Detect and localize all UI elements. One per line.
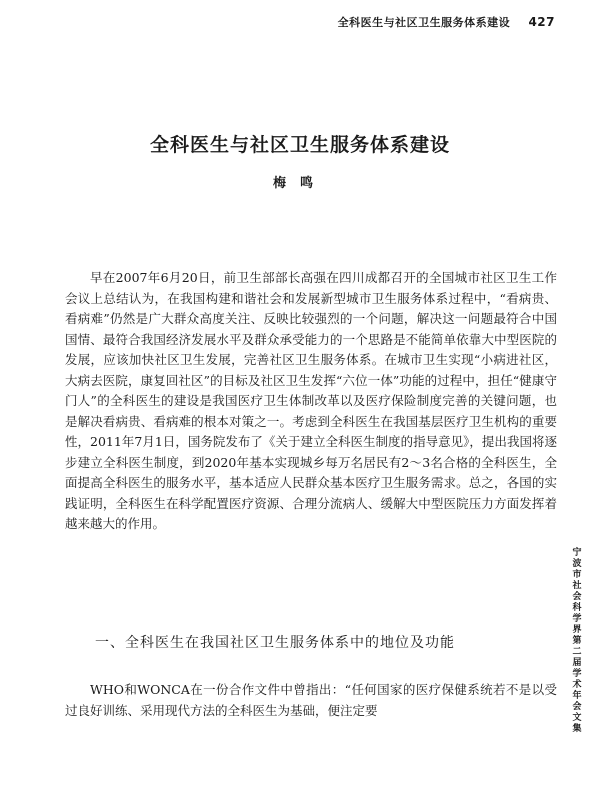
- article-author: 梅鸣: [272, 176, 327, 191]
- running-header: [338, 14, 555, 30]
- body-paragraph-2: WHO和WONCA在一份合作文件中曾指出：“任何国家的医疗保健系统若不是以受过良好训练、采用现代方法的全科医生为基础，便注定要: [65, 682, 557, 718]
- side-stamp: 宁波市社会科学界第二届学术年会文集: [572, 548, 582, 734]
- article-title: 全科医生与社区卫生服务体系建设: [149, 134, 450, 156]
- page-number: 427: [528, 15, 555, 29]
- body-paragraph-1: 早在2007年6月20日，前卫生部部长高强在四川成都召开的全国城市社区卫生工作会议上总结认为，在我国构建和谐社会和发展新型城市卫生服务体系过程中，“看病贵、看病难”仍然是广大群众高度关注、反映比较强烈的一个问题，解决这一问题最符合中国国情、最符合我国经济发展水平及群众承受能力的一个思路是不能简单依靠大中型医院的发展，应该加快社区卫生发展，完善社区卫生服务体系。在城市卫生实现“小病进社区，大病去医院，康复回社区”的目标及社区卫生发挥“六位一体”功能的过程中，担任“健康守门人”的全科医生的建设是我国医疗卫生体制改革以及医疗保险制度完善的关键问题，也是解决看病贵、看病难的根本对策之一。考虑到全科医生在我国基层医疗卫生机构的重要性，2011年7月1日，国务院发布了《关于建立全科医生制度的指导意见》，提出我国将逐步建立全科医生制度，到2020年基本实现城乡每万名居民有2～3名合格的全科医生，全面提高全科医生的服务水平，基本适应人民群众基本医疗卫生服务需求。总之，各国的实践证明，全科医生在科学配置医疗资源、合理分流病人、缓解大中型医院压力方面发挥着越来越大的作用。: [65, 270, 557, 531]
- running-title: 全科医生与社区卫生服务体系建设: [337, 16, 511, 29]
- section-heading: 一、全科医生在我国社区卫生服务体系中的地位及功能: [95, 635, 455, 651]
